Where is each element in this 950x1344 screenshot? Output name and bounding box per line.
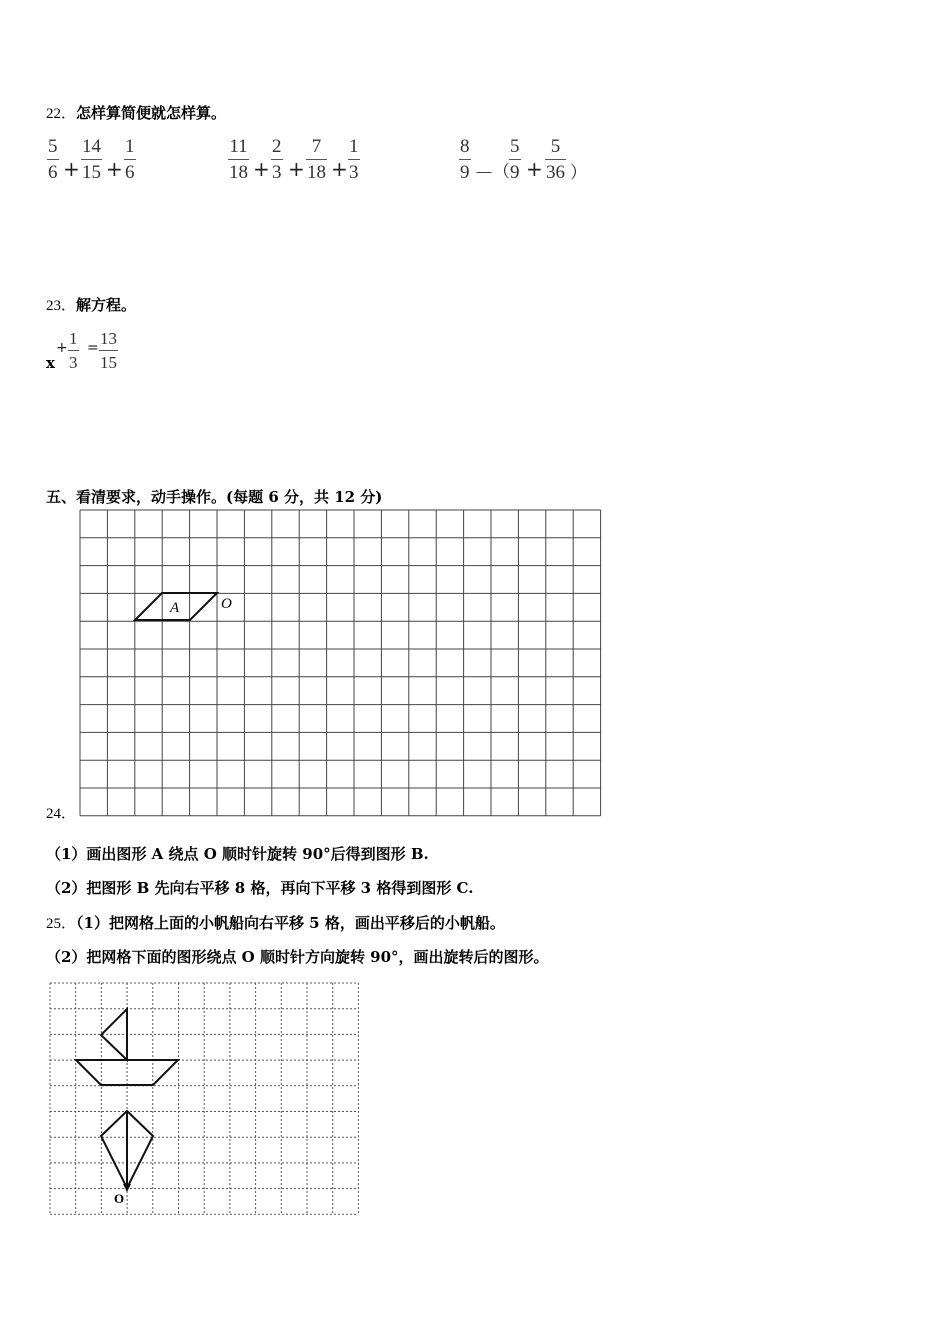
- fraction: $\frac{2}{3}$: [272, 136, 282, 183]
- q25-part-1-line: [46, 912, 505, 933]
- q24-grid: [80, 510, 601, 816]
- shape-a-label: A: [170, 600, 180, 616]
- minus-sign: －: [474, 161, 494, 185]
- point-o-marker: [123, 1184, 131, 1192]
- fraction: $\frac{1}{3}$: [69, 329, 78, 372]
- q24-part-1: （1）画出图形 A 绕点 O 顺时针旋转 90°后得到图形 B.: [46, 845, 429, 863]
- plus-sign: +: [253, 157, 270, 181]
- q25-grid: [50, 983, 358, 1214]
- fraction: $\frac{13}{15}$: [100, 329, 117, 372]
- plus-sign: +: [106, 157, 123, 181]
- plus-sign: +: [526, 157, 543, 181]
- q25-part-1: （1）把网格上面的小帆船向右平移 5 格，画出平移后的小帆船。: [76, 914, 505, 932]
- fraction: $\frac{8}{9}$: [460, 136, 470, 183]
- fraction: $\frac{11}{18}$: [229, 136, 248, 183]
- fraction: $\frac{5}{36}$: [546, 136, 565, 183]
- close-paren: ）: [570, 163, 587, 183]
- plus-sign: +: [63, 157, 80, 181]
- plus-sign: +: [288, 157, 305, 181]
- fraction: $\frac{14}{15}$: [82, 136, 101, 183]
- plus-sign: +: [56, 340, 68, 356]
- fraction: $\frac{5}{9}$: [510, 136, 520, 183]
- q24-part-2: （2）把图形 B 先向右平移 8 格，再向下平移 3 格得到图形 C.: [46, 879, 474, 897]
- section-5-heading: 五、看清要求，动手操作。(每题 6 分，共 12 分): [46, 488, 383, 506]
- q25-number: 25．: [46, 916, 77, 932]
- fraction: $\frac{1}{3}$: [349, 136, 359, 183]
- kite-figure: [101, 1111, 153, 1188]
- open-paren: （: [493, 162, 510, 182]
- q25-part-2: （2）把网格下面的图形绕点 O 顺时针方向旋转 90°，画出旋转后的图形。: [46, 948, 549, 966]
- fraction: $\frac{5}{6}$: [48, 136, 58, 183]
- q25-point-o-label: O: [114, 1191, 125, 1206]
- point-o-label: O: [221, 596, 232, 612]
- plus-sign: +: [331, 157, 348, 181]
- fraction: $\frac{7}{18}$: [307, 136, 326, 183]
- q24-number: 24．: [46, 806, 77, 822]
- q22-number: 22．: [46, 106, 77, 122]
- q22-title: 怎样算简便就怎样算。: [76, 104, 227, 122]
- variable-x: x: [46, 354, 55, 372]
- sailboat-figure: [76, 1009, 178, 1085]
- fraction: $\frac{1}{6}$: [125, 136, 135, 183]
- q23-title: 解方程。: [76, 296, 137, 314]
- q23-number: 23．: [46, 298, 77, 314]
- equals-sign: =: [87, 340, 99, 356]
